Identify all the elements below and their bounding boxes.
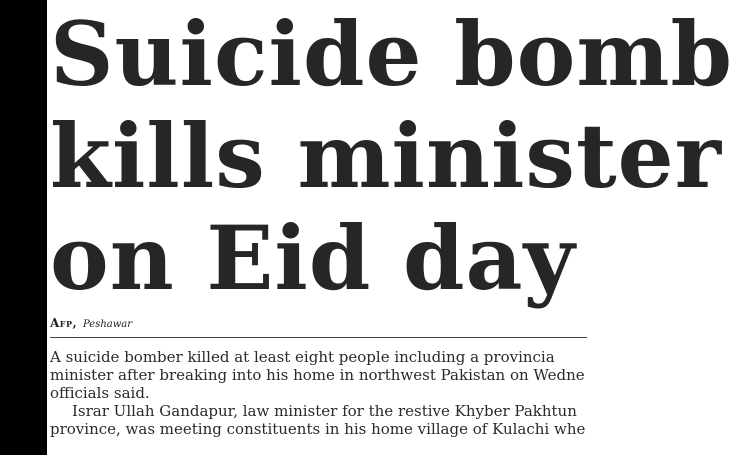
- body-line: minister after breaking into his home in northwest Pakistan on Wedne: [50, 366, 585, 384]
- body-line: A suicide bomber killed at least eight people including a provincia: [50, 348, 555, 366]
- headline-line-3: on Eid day: [50, 206, 576, 310]
- body-line: Israr Ullah Gandapur, law minister for the restive Khyber Pakhtun: [72, 402, 577, 420]
- byline-location: Peshawar: [83, 319, 133, 330]
- article-body: [50, 348, 587, 455]
- byline-divider: [50, 337, 587, 338]
- byline: [50, 316, 132, 330]
- body-line: province, was meeting constituents in his home village of Kulachi whe: [50, 420, 586, 438]
- page-edge-bar: [0, 0, 47, 455]
- headline-line-2: kills minister: [50, 104, 722, 208]
- headline-line-1: Suicide bomb: [50, 2, 733, 106]
- body-line: officials said.: [50, 384, 150, 402]
- headline: [50, 0, 733, 310]
- byline-agency: Afp,: [50, 316, 78, 330]
